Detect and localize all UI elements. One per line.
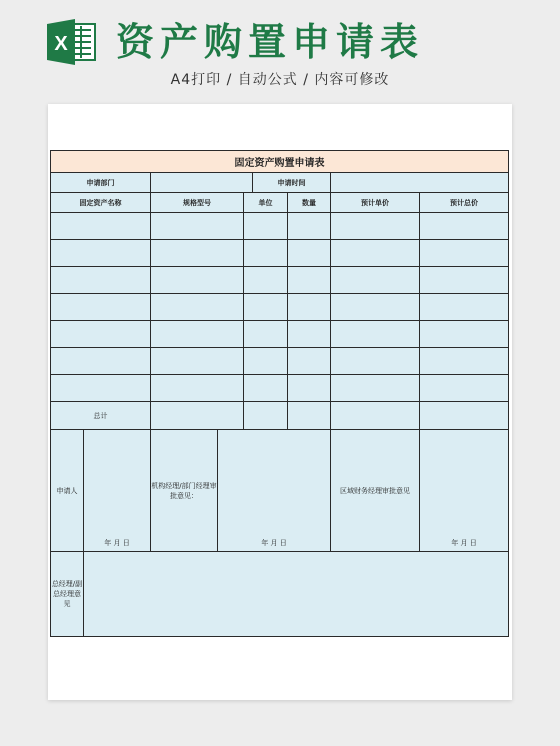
total-spec-cell[interactable] bbox=[151, 402, 244, 430]
cell-unit-price[interactable] bbox=[331, 267, 420, 294]
excel-icon bbox=[45, 18, 97, 66]
cell-spec[interactable] bbox=[151, 213, 244, 240]
table-row bbox=[51, 375, 509, 402]
cell-quantity[interactable] bbox=[288, 321, 331, 348]
cell-quantity[interactable] bbox=[288, 240, 331, 267]
org-manager-label: 机构经理/部门经理审批意见： bbox=[151, 430, 218, 552]
cell-asset-name[interactable] bbox=[51, 240, 151, 267]
org-manager-date[interactable]: 年 月 日 bbox=[218, 535, 331, 552]
form-title: 固定资产购置申请表 bbox=[51, 151, 509, 173]
cell-quantity[interactable] bbox=[288, 294, 331, 321]
cell-total-price[interactable] bbox=[420, 267, 509, 294]
cell-spec[interactable] bbox=[151, 375, 244, 402]
cell-unit-price[interactable] bbox=[331, 348, 420, 375]
org-manager-opinion[interactable] bbox=[218, 430, 331, 536]
total-row bbox=[51, 402, 509, 430]
table-row bbox=[51, 321, 509, 348]
cell-quantity[interactable] bbox=[288, 267, 331, 294]
cell-unit-price[interactable] bbox=[331, 213, 420, 240]
applicant-label: 申请人 bbox=[51, 430, 84, 552]
dept-value[interactable] bbox=[151, 173, 253, 193]
col-header-spec: 规格型号 bbox=[151, 193, 244, 213]
table-row bbox=[51, 213, 509, 240]
cell-unit-price[interactable] bbox=[331, 375, 420, 402]
cell-spec[interactable] bbox=[151, 321, 244, 348]
cell-quantity[interactable] bbox=[288, 348, 331, 375]
cell-quantity[interactable] bbox=[288, 213, 331, 240]
page-subtitle: A4打印 / 自动公式 / 内容可修改 bbox=[170, 72, 390, 88]
cell-unit[interactable] bbox=[244, 375, 288, 402]
finance-date[interactable]: 年 月 日 bbox=[420, 535, 509, 552]
total-price-cell[interactable] bbox=[420, 402, 509, 430]
cell-unit-price[interactable] bbox=[331, 294, 420, 321]
cell-unit[interactable] bbox=[244, 267, 288, 294]
cell-total-price[interactable] bbox=[420, 240, 509, 267]
cell-asset-name[interactable] bbox=[51, 213, 151, 240]
cell-spec[interactable] bbox=[151, 348, 244, 375]
dept-label: 申请部门 bbox=[51, 173, 151, 193]
finance-opinion[interactable] bbox=[420, 430, 509, 536]
cell-total-price[interactable] bbox=[420, 321, 509, 348]
table-row bbox=[51, 348, 509, 375]
cell-total-price[interactable] bbox=[420, 294, 509, 321]
total-label: 总计 bbox=[51, 402, 151, 430]
total-unit-cell[interactable] bbox=[244, 402, 288, 430]
cell-asset-name[interactable] bbox=[51, 348, 151, 375]
col-header-asset-name: 固定资产名称 bbox=[51, 193, 151, 213]
cell-unit-price[interactable] bbox=[331, 321, 420, 348]
cell-unit-price[interactable] bbox=[331, 240, 420, 267]
finance-label: 区域财务经理审批意见 bbox=[331, 430, 420, 552]
cell-spec[interactable] bbox=[151, 267, 244, 294]
gm-label: 总经理/副总经理意见 bbox=[51, 552, 84, 637]
total-unit-price-cell[interactable] bbox=[331, 402, 420, 430]
cell-asset-name[interactable] bbox=[51, 267, 151, 294]
cell-quantity[interactable] bbox=[288, 375, 331, 402]
cell-unit[interactable] bbox=[244, 240, 288, 267]
table-row bbox=[51, 267, 509, 294]
time-value[interactable] bbox=[331, 173, 509, 193]
col-header-quantity: 数量 bbox=[288, 193, 331, 213]
col-header-unit: 单位 bbox=[244, 193, 288, 213]
cell-spec[interactable] bbox=[151, 240, 244, 267]
col-header-total-price: 预计总价 bbox=[420, 193, 509, 213]
cell-asset-name[interactable] bbox=[51, 294, 151, 321]
table-row bbox=[51, 240, 509, 267]
cell-asset-name[interactable] bbox=[51, 375, 151, 402]
applicant-date[interactable]: 年 月 日 bbox=[84, 535, 151, 552]
excel-icon-letter: X bbox=[54, 33, 68, 55]
cell-asset-name[interactable] bbox=[51, 321, 151, 348]
page-header bbox=[0, 0, 560, 100]
form-paper bbox=[48, 104, 512, 700]
time-label: 申请时间 bbox=[253, 173, 331, 193]
cell-unit[interactable] bbox=[244, 294, 288, 321]
gm-opinion[interactable] bbox=[84, 552, 509, 637]
cell-total-price[interactable] bbox=[420, 213, 509, 240]
total-quantity-cell[interactable] bbox=[288, 402, 331, 430]
cell-total-price[interactable] bbox=[420, 348, 509, 375]
col-header-unit-price: 预计单价 bbox=[331, 193, 420, 213]
page-title: 资产购置申请表 bbox=[116, 20, 425, 64]
cell-spec[interactable] bbox=[151, 294, 244, 321]
applicant-signature[interactable] bbox=[84, 430, 151, 536]
cell-unit[interactable] bbox=[244, 348, 288, 375]
cell-unit[interactable] bbox=[244, 321, 288, 348]
cell-unit[interactable] bbox=[244, 213, 288, 240]
asset-purchase-form bbox=[50, 150, 509, 637]
table-row bbox=[51, 294, 509, 321]
cell-total-price[interactable] bbox=[420, 375, 509, 402]
